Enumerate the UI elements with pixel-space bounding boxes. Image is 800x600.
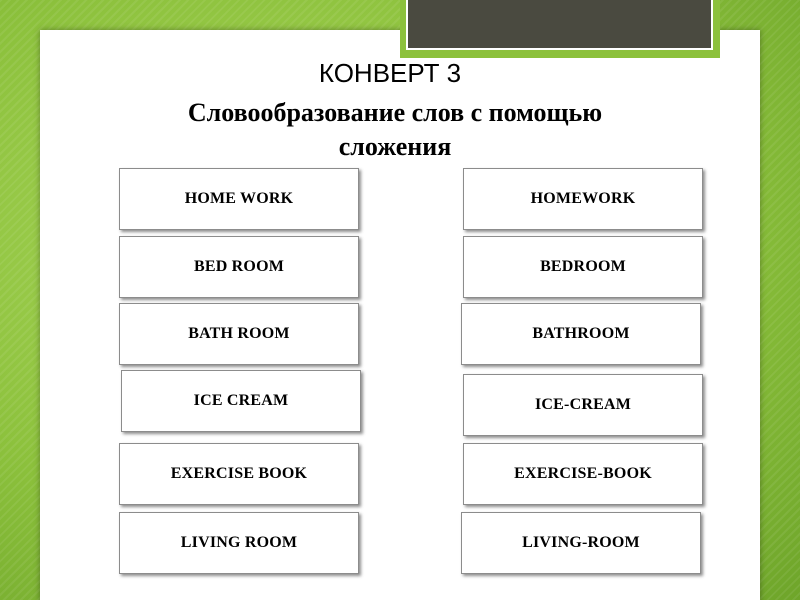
word-card-separate[interactable]: BATH ROOM bbox=[119, 303, 359, 365]
slide-subtitle: Словообразование слов с помощью сложения bbox=[187, 98, 603, 161]
word-card-compound[interactable]: EXERCISE-BOOK bbox=[463, 443, 703, 505]
word-card-separate[interactable]: EXERCISE BOOK bbox=[119, 443, 359, 505]
header-dark-block bbox=[406, 0, 713, 50]
word-card-separate[interactable]: BED ROOM bbox=[119, 236, 359, 298]
word-card-compound[interactable]: ICE-CREAM bbox=[463, 374, 703, 436]
word-card-compound[interactable]: BATHROOM bbox=[461, 303, 701, 365]
word-card-separate[interactable]: ICE CREAM bbox=[121, 370, 361, 432]
header-decoration bbox=[400, 0, 720, 58]
word-card-compound[interactable]: BEDROOM bbox=[463, 236, 703, 298]
word-card-compound[interactable]: LIVING-ROOM bbox=[461, 512, 701, 574]
slide-title: КОНВЕРТ 3 bbox=[318, 58, 462, 88]
word-card-separate[interactable]: LIVING ROOM bbox=[119, 512, 359, 574]
word-card-separate[interactable]: HOME WORK bbox=[119, 168, 359, 230]
word-card-compound[interactable]: HOMEWORK bbox=[463, 168, 703, 230]
